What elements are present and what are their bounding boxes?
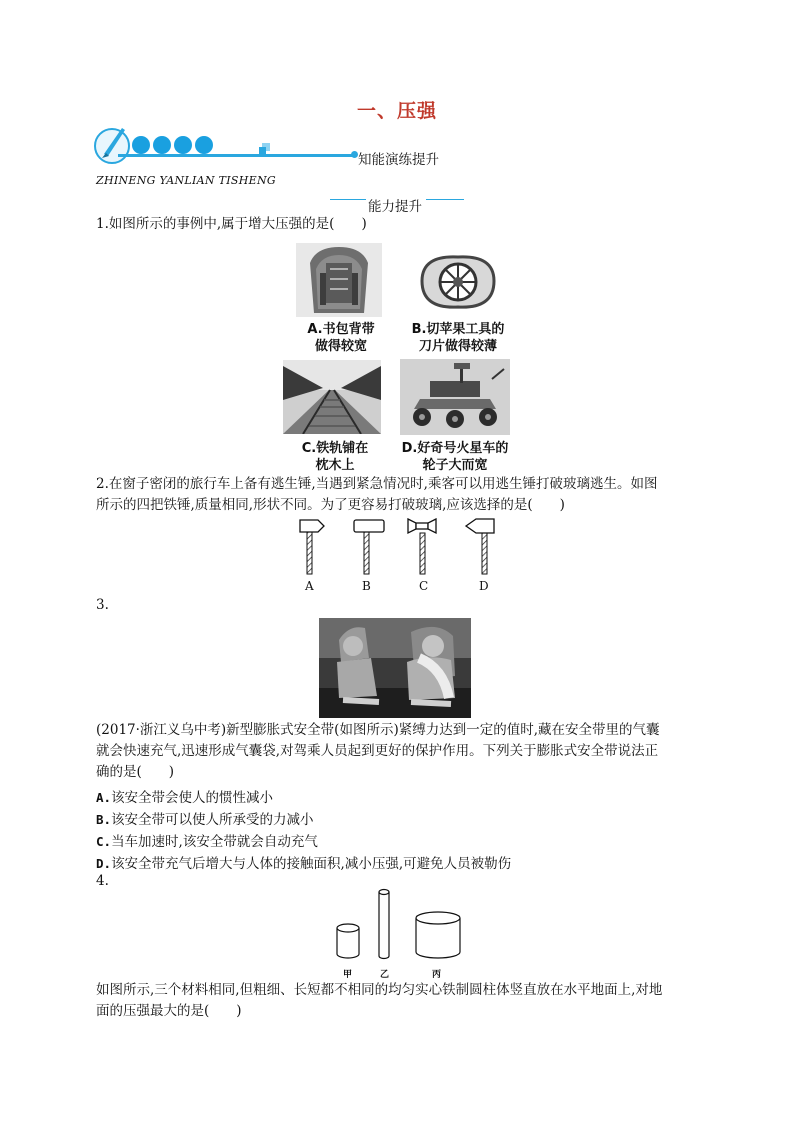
caption-line: D.好奇号火星车的 (401, 441, 509, 456)
section-pinyin: ZHINENG YANLIAN TISHENG (96, 174, 276, 187)
banner-dot (153, 136, 171, 154)
hammer-b (354, 520, 384, 574)
question-2-line1: 2.在窗子密闭的旅行车上备有逃生锤,当遇到紧急情况时,乘客可以用逃生锤打破玻璃逃生。如图 (96, 476, 658, 492)
question-3-line3: 确的是( ) (96, 764, 175, 780)
question-4-line1: 如图所示,三个材料相同,但粗细、长短都不相同的均匀实心铁制圆柱体竖直放在水平地面上,对地 (96, 982, 663, 998)
banner-dot (195, 136, 213, 154)
caption-line: B.切苹果工具的 (411, 322, 505, 337)
hammer-label-c: C (419, 579, 429, 593)
page-title: 一、压强 (356, 100, 437, 122)
option-text: 该安全带会使人的惯性减小 (111, 790, 274, 806)
question-4-number: 4. (96, 873, 109, 889)
option-text: 该安全带充气后增大与人体的接触面积,减小压强,可避免人员被勒伤 (111, 856, 512, 872)
hammer-c (408, 519, 436, 574)
cylinder-label-yi: 乙 (380, 970, 390, 980)
cylinder-yi (379, 890, 389, 959)
hammer-d (466, 519, 494, 574)
q3-option-a[interactable] (96, 786, 273, 806)
hammer-label-b: B (362, 579, 371, 593)
cylinder-bing (416, 912, 460, 958)
q1-caption-a (286, 321, 396, 355)
cylinder-label-jia: 甲 (343, 970, 353, 980)
railway-image (283, 360, 381, 434)
question-1-stem: 1.如图所示的事例中,属于增大压强的是( ) (96, 216, 367, 232)
caption-line: 刀片做得较薄 (418, 339, 497, 354)
caption-line: 做得较宽 (314, 339, 367, 354)
q1-caption-d (390, 440, 520, 474)
banner-dot (132, 136, 150, 154)
caption-line: 枕木上 (315, 458, 355, 473)
option-key: D. (96, 856, 112, 871)
hammer-label-a: A (305, 579, 314, 593)
caption-line: A.书包背带 (307, 322, 375, 337)
subtitle-line-right (426, 199, 464, 200)
caption-line: C.铁轨铺在 (301, 441, 369, 456)
apple-cutter-image (412, 247, 504, 315)
subtitle-line-left (330, 199, 366, 200)
squares-icon (258, 142, 272, 156)
banner-line (118, 154, 356, 157)
question-4-line2: 面的压强最大的是( ) (96, 1003, 242, 1019)
hammer-a (300, 520, 324, 574)
question-2-line2: 所示的四把铁锤,质量相同,形状不同。为了更容易打破玻璃,应该选择的是( ) (96, 497, 565, 513)
backpack-image (296, 243, 382, 317)
option-key: A. (96, 790, 112, 805)
caption-line: 轮子大而宽 (422, 458, 488, 473)
q1-caption-c (286, 440, 384, 474)
option-key: C. (96, 834, 112, 849)
cylinders-figure (334, 888, 468, 966)
q3-option-c[interactable] (96, 830, 318, 850)
q1-caption-b (396, 321, 520, 355)
hammers-figure (290, 516, 510, 578)
option-text: 当车加速时,该安全带就会自动充气 (111, 834, 318, 850)
question-3-number: 3. (96, 597, 109, 613)
subtitle: 能力提升 (368, 199, 422, 215)
section-label: 知能演练提升 (358, 152, 439, 168)
q3-option-b[interactable] (96, 808, 314, 828)
mars-rover-image (400, 359, 510, 435)
cylinder-jia (337, 924, 359, 958)
q3-option-d[interactable] (96, 852, 511, 872)
option-text: 该安全带可以使人所承受的力减小 (111, 812, 314, 828)
question-3-line2: 就会快速充气,迅速形成气囊袋,对驾乘人员起到更好的保护作用。下列关于膨胀式安全带说法正 (96, 743, 659, 759)
airbag-seatbelt-image (319, 618, 471, 718)
brush-logo-icon (92, 120, 132, 168)
banner-arrow-icon (351, 151, 358, 158)
cylinder-label-bing: 丙 (432, 970, 442, 980)
option-key: B. (96, 812, 112, 827)
hammer-label-d: D (479, 579, 489, 593)
banner-dot (174, 136, 192, 154)
question-3-line1: (2017·浙江义乌中考)新型膨胀式安全带(如图所示)紧缚力达到一定的值时,藏在安全带里的气囊 (96, 722, 660, 738)
